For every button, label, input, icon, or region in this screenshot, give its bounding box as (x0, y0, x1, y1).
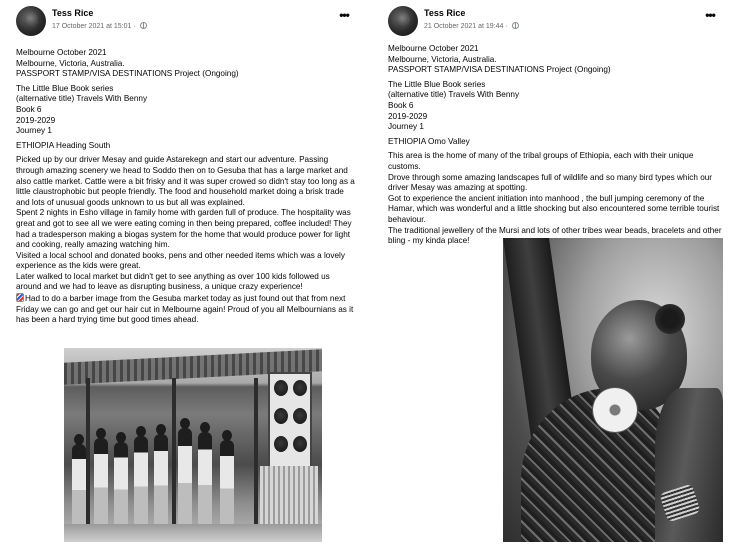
series-line: (alternative title) Travels With Benny (388, 90, 520, 100)
series-line: 2019-2029 (388, 111, 428, 121)
photo-pillar (254, 378, 258, 542)
post-photo-market[interactable] (64, 348, 322, 542)
post-heading: ETHIOPIA Omo Valley (388, 136, 470, 146)
timestamp-text[interactable]: 21 October 2021 at 19:44 · (424, 23, 508, 30)
post-header (16, 6, 356, 40)
post-line: Melbourne October 2021 (16, 48, 107, 57)
photo-person (220, 440, 234, 528)
more-options-button[interactable]: ••• (705, 8, 715, 22)
author-name[interactable]: Tess Rice (52, 8, 94, 18)
poster-face (293, 408, 307, 424)
poster-face (274, 380, 288, 396)
more-options-button[interactable]: ••• (339, 8, 349, 22)
photo-pillar (86, 378, 90, 542)
post-line: Melbourne October 2021 (388, 44, 479, 53)
post-timestamp[interactable] (52, 22, 147, 30)
post-body (388, 44, 722, 247)
post-paragraph: Got to experience the ancient initiation into manhood , the bull jumping ceremony of the Hamar, which was wonderful and a little shocking but also encountered some terrible tourist behaviour. (388, 193, 720, 224)
post-line: PASSPORT STAMP/VISA DESTINATIONS Project (Ongoing) (16, 69, 239, 79)
photo-hair-knot (655, 304, 685, 334)
post-line: Melbourne, Victoria, Australia. (388, 54, 497, 64)
post-paragraph: Drove through some amazing landscapes full of wildlife and so many bird types which our driver Mesay was amazing at spotting. (388, 172, 713, 193)
post-line: PASSPORT STAMP/VISA DESTINATIONS Project (Ongoing) (388, 65, 611, 75)
photo-pillar (172, 378, 176, 542)
photo-person (134, 436, 148, 528)
post-heading: ETHIOPIA Heading South (16, 140, 111, 150)
globe-icon (512, 22, 519, 29)
series-line: Journey 1 (16, 126, 52, 136)
post-line: Melbourne, Victoria, Australia. (16, 58, 125, 68)
timestamp-text[interactable]: 17 October 2021 at 15:01 · (52, 23, 136, 30)
post-paragraph: Later walked to local market but didn't get to see anything as over 100 kids followed us around and we had to leave as disrupting business, a unique crazy experience! (16, 271, 330, 292)
post-header (388, 6, 722, 40)
poster-face (274, 436, 288, 452)
photo-person (114, 442, 128, 528)
photo-person (178, 428, 192, 528)
series-line: Book 6 (388, 100, 414, 110)
post-card (372, 0, 732, 549)
series-line: Journey 1 (388, 122, 424, 132)
post-timestamp[interactable] (424, 22, 519, 30)
post-paragraph: This area is the home of many of the tribal groups of Ethiopia, each with their unique customs. (388, 151, 694, 171)
poster-face (293, 380, 307, 396)
poster-face (293, 436, 307, 452)
series-line: The Little Blue Book series (16, 83, 114, 93)
photo-ear-plate (593, 388, 637, 432)
series-line: Book 6 (16, 104, 42, 114)
photo-person (198, 432, 212, 528)
series-line: (alternative title) Travels With Benny (16, 94, 148, 104)
barber-pole-icon (16, 293, 24, 302)
post-paragraph: Picked up by our driver Mesay and guide Astarekegn and start our adventure. Passing through amazing scenery we head to Soddo then on to Gesuba that has a large market and also cattle market. Cattle were a bit frisky and it was super crowed so didn't stay too long as a little claustrophobic but people friendly. The food and household market doing a brisk trade and lots of unusual goods unknown to us but all was explained. (16, 155, 355, 207)
series-line: 2019-2029 (16, 115, 56, 125)
post-paragraph-barber (16, 293, 356, 326)
post-body (16, 48, 356, 326)
barber-poster (268, 372, 312, 476)
photo-arm (655, 388, 723, 542)
barber-paragraph-text: Had to do a barber image from the Gesuba market today as just found out that from next Friday we can go and get our hair cut in Melbourne again! Proud of you all Melbournians as it has been a hard trying time but good times ahead. (16, 294, 354, 325)
avatar[interactable] (388, 6, 418, 36)
post-paragraph: The traditional jewellery of the Mursi and lots of other tribes wear beads, bracelets and other bling - my kinda place! (388, 225, 722, 246)
photo-person (154, 434, 168, 528)
series-line: The Little Blue Book series (388, 79, 486, 89)
post-paragraph: Visited a local school and donated books, pens and other needed items which was a lovely experience as the kids were great. (16, 250, 345, 271)
photo-person (94, 438, 108, 528)
post-paragraph: Spent 2 nights in Esho village in family home with garden full of produce. The hospitality was great and got to see all we were eating coming in then being prepared, coffee included! They had a tradesperson making a biogas system for the home that would produce power for light and cooking, really amazing watching him. (16, 208, 352, 250)
photo-person (72, 444, 86, 528)
photo-ground (64, 524, 322, 542)
author-name[interactable]: Tess Rice (424, 8, 466, 18)
globe-icon (140, 22, 147, 29)
post-photo-portrait[interactable] (503, 238, 723, 542)
poster-face (274, 408, 288, 424)
avatar[interactable] (16, 6, 46, 36)
